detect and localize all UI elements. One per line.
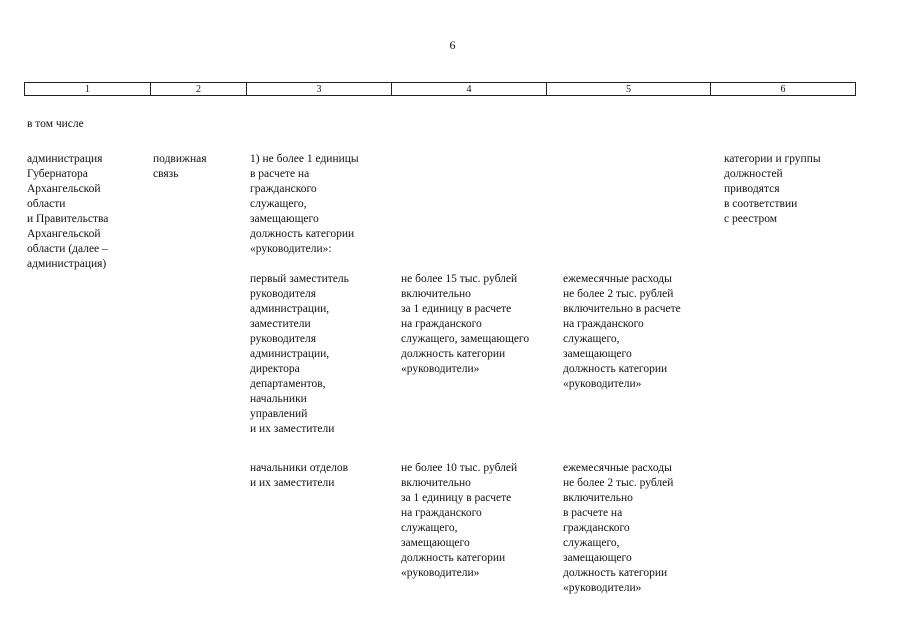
note: категории и группы должностей приводятся в соответствии с реестром	[724, 153, 821, 225]
price-limit-department-heads: не более 10 тыс. рублей включительно за 1 единицу в расчете на гражданского служащего, замещающего должность категории «руководители»	[401, 462, 518, 579]
monthly-expense-department-heads: ежемесячные расходы не более 2 тыс. рублей включительно в расчете на гражданского служащего, замещающего должность категории «руководители»	[563, 462, 674, 594]
price-limit-senior: не более 15 тыс. рублей включительно за 1 единицу в расчете на гражданского служащего, замещающего должность категории «руководители»	[401, 273, 530, 375]
header-row	[25, 83, 856, 96]
header-col-4: 4	[392, 83, 547, 96]
header-col-1: 1	[25, 83, 151, 96]
monthly-expense-senior: ежемесячные расходы не более 2 тыс. рублей включительно в расчете на гражданского служащего, замещающего должность категории «руководители»	[563, 273, 681, 390]
position-group-department-heads: начальники отделов и их заместители	[250, 462, 349, 489]
header-col-2: 2	[151, 83, 247, 96]
subtitle-including: в том числе	[27, 118, 84, 130]
header-col-5: 5	[547, 83, 711, 96]
column-number-header	[24, 82, 856, 96]
organization-name: администрация Губернатора Архангельской области и Правительства Архангельской области (далее – администрация)	[27, 153, 109, 270]
quantity-norm: 1) не более 1 единицы в расчете на гражданского служащего, замещающего должность категории «руководители»:	[250, 153, 359, 255]
header-col-3: 3	[247, 83, 392, 96]
header-col-6: 6	[711, 83, 856, 96]
service-type: подвижная связь	[153, 153, 207, 180]
position-group-senior: первый заместитель руководителя администрации, заместители руководителя администрации, директора департаментов, начальники управлений и их заместители	[250, 273, 349, 435]
page-number: 6	[449, 38, 456, 52]
